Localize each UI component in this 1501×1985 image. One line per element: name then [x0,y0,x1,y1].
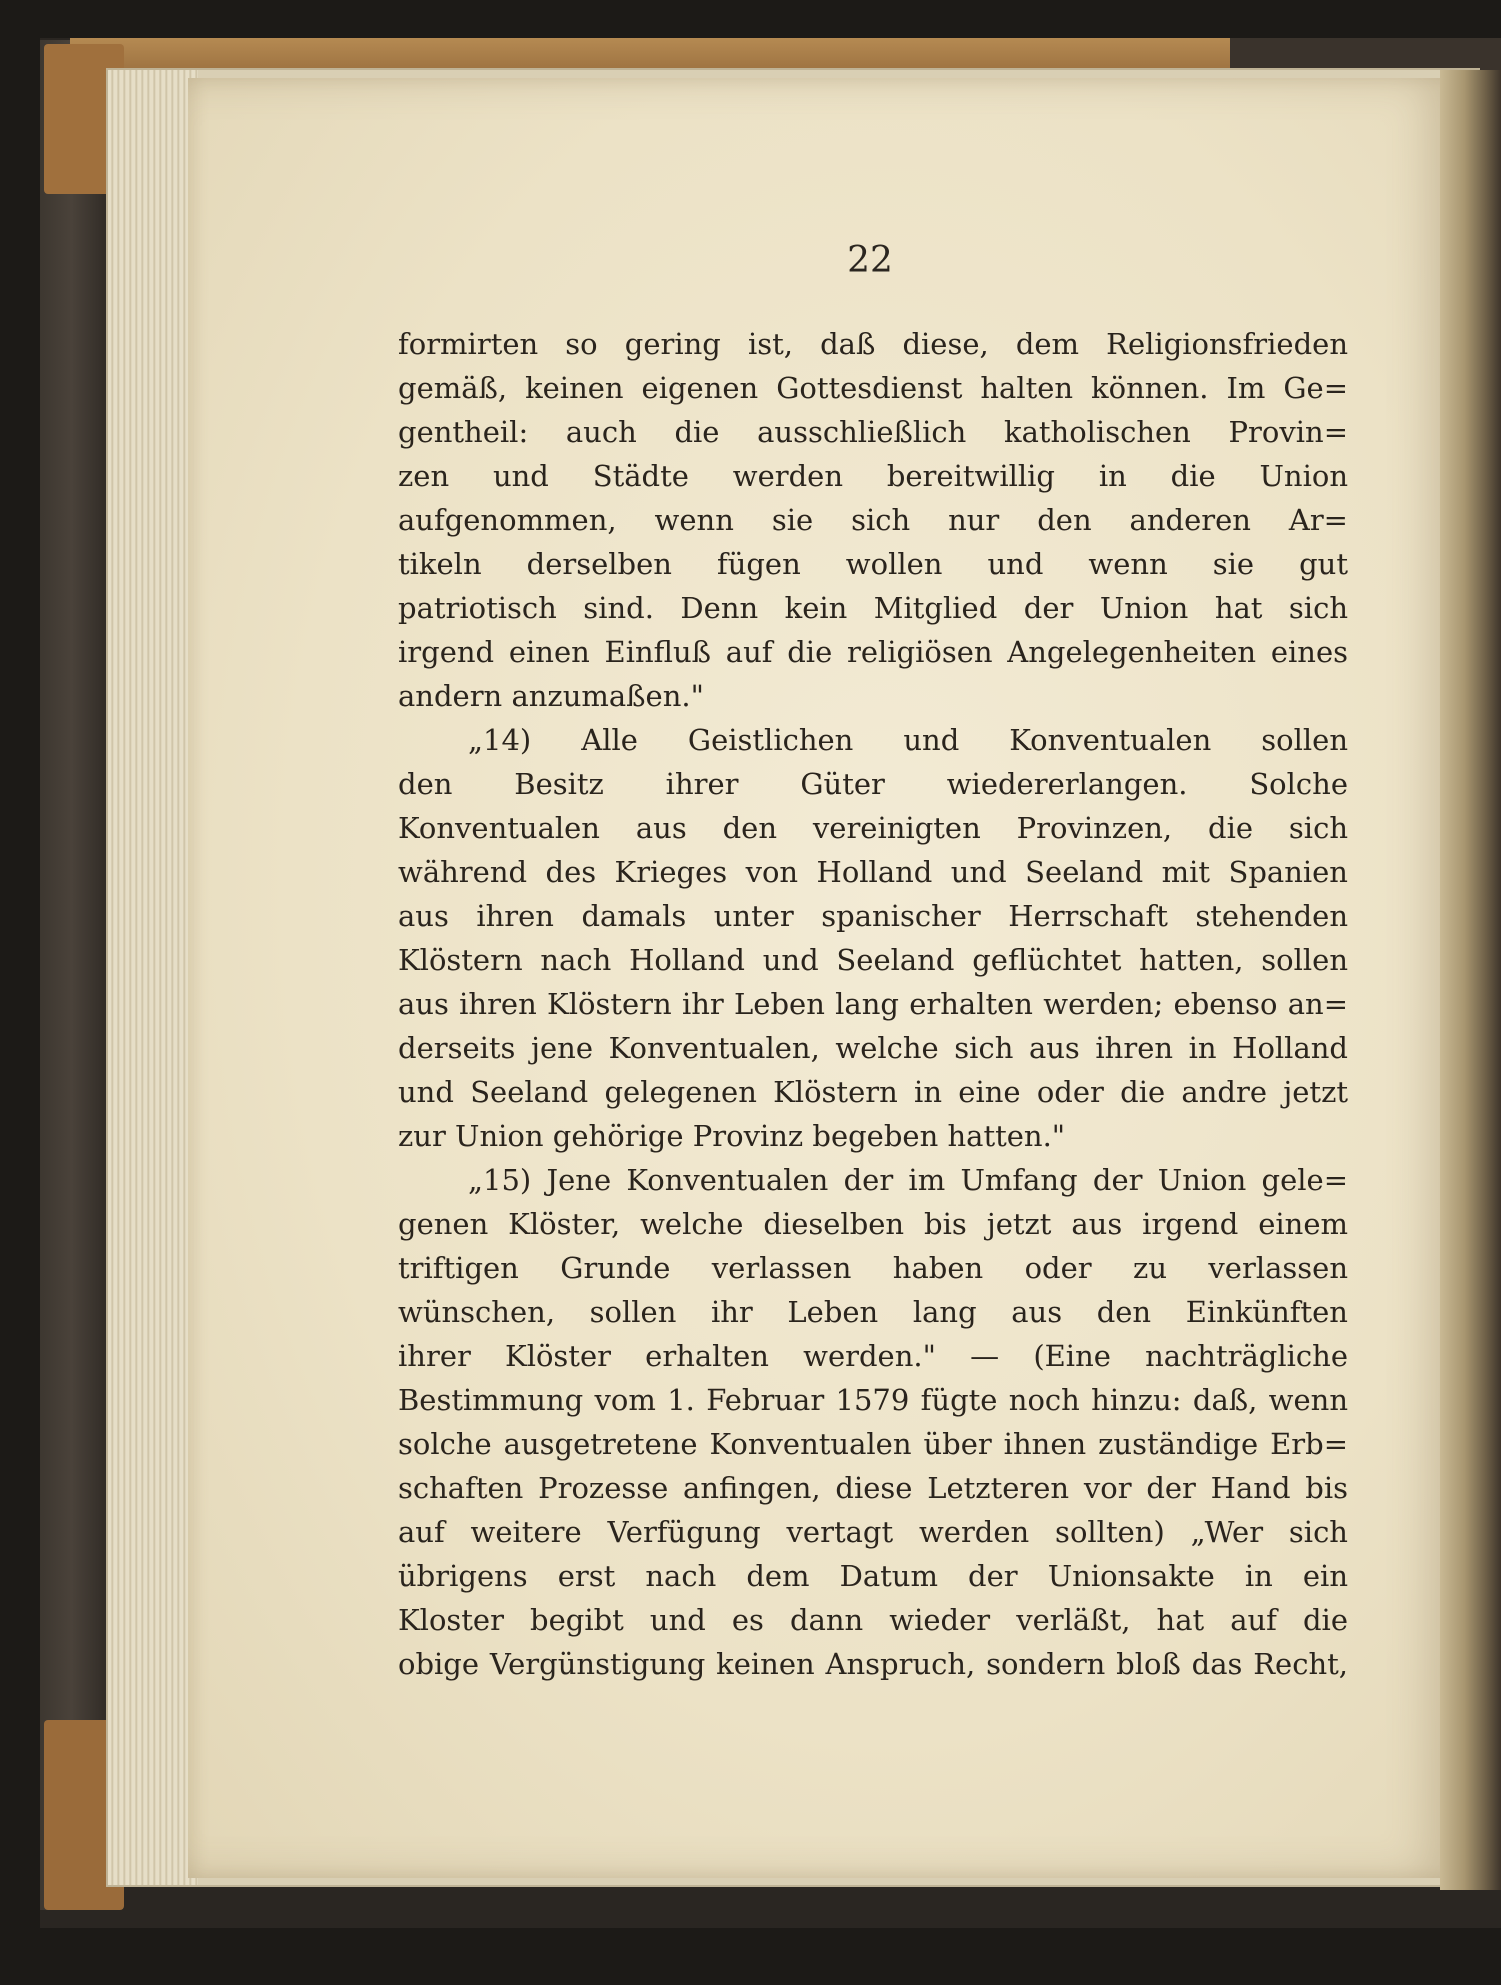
paragraph-start-line: „15) Jene Konventualen der im Umfang der Union gele= [468,1163,1348,1197]
text-line: formirten so gering ist, daß diese, dem Religionsfrieden [398,327,1348,361]
text-line: wünschen, sollen ihr Leben lang aus den Einkünften [398,1295,1348,1329]
text-line: auf weitere Verfügung vertagt werden sollten) „Wer sich [398,1515,1348,1549]
text-line: zen und Städte werden bereitwillig in die Union [398,459,1348,493]
text-line: gemäß, keinen eigenen Gottesdienst halten können. Im Ge= [398,371,1348,405]
text-line: genen Klöster, welche dieselben bis jetzt aus irgend einem [398,1207,1348,1241]
text-line: schaften Prozesse anfingen, diese Letzteren vor der Hand bis [398,1471,1348,1505]
text-line: und Seeland gelegenen Klöstern in eine oder die andre jetzt [398,1075,1348,1109]
text-line: aus ihren damals unter spanischer Herrschaft stehenden [398,899,1348,933]
text-line: andern anzumaßen." [398,679,704,713]
page-body-text [398,322,1348,1686]
text-line: aus ihren Klöstern ihr Leben lang erhalten werden; ebenso an= [398,987,1348,1021]
text-line: Bestimmung vom 1. Februar 1579 fügte noch hinzu: daß, wenn [398,1383,1348,1417]
text-line: tikeln derselben fügen wollen und wenn sie gut [398,547,1348,581]
text-line: gentheil: auch die ausschließlich katholischen Provin= [398,415,1348,449]
text-line: Klöstern nach Holland und Seeland geflüchtet hatten, sollen [398,943,1348,977]
text-line: während des Krieges von Holland und Seeland mit Spanien [398,855,1348,889]
text-line: Kloster begibt und es dann wieder verläßt, hat auf die [398,1603,1348,1637]
text-line: irgend einen Einfluß auf die religiösen Angelegenheiten eines [398,635,1348,669]
text-line: ihrer Klöster erhalten werden." — (Eine nachträgliche [398,1339,1348,1373]
text-line: den Besitz ihrer Güter wiedererlangen. Solche [398,767,1348,801]
text-line: Konventualen aus den vereinigten Provinzen, die sich [398,811,1348,845]
text-line: triftigen Grunde verlassen haben oder zu verlassen [398,1251,1348,1285]
paragraph-start-line: „14) Alle Geistlichen und Konventualen sollen [468,723,1348,757]
book-gutter [1440,70,1501,1890]
text-line: solche ausgetretene Konventualen über ihnen zuständige Erb= [398,1427,1348,1461]
page-number: 22 [847,240,893,281]
text-line: derseits jene Konventualen, welche sich aus ihren in Holland [398,1031,1348,1065]
text-line: aufgenommen, wenn sie sich nur den anderen Ar= [398,503,1348,537]
text-line: obige Vergünstigung keinen Anspruch, sondern bloß das Recht, [398,1647,1348,1681]
text-line: übrigens erst nach dem Datum der Unionsakte in ein [398,1559,1348,1593]
text-line: zur Union gehörige Provinz begeben hatten." [398,1119,1066,1153]
book-spine [40,40,110,1910]
text-line: patriotisch sind. Denn kein Mitglied der Union hat sich [398,591,1348,625]
